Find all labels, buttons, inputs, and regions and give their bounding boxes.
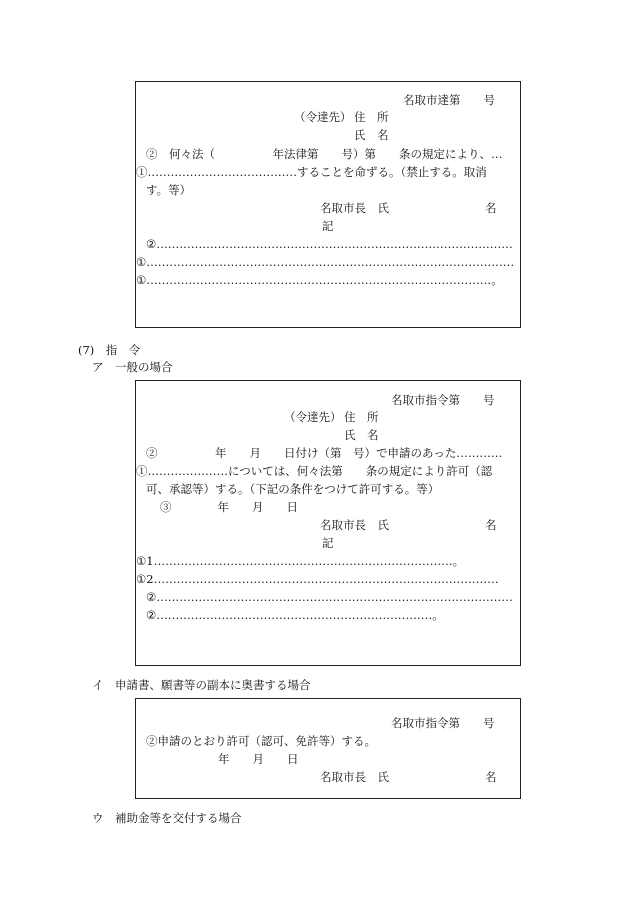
mayor-name-suffix: 名	[485, 201, 497, 215]
endorsement-body-line: ②申請のとおり許可（認可、免許等）する。	[146, 734, 376, 748]
directive-item-line-3: ②…………………………………………………………………………………	[146, 590, 513, 604]
order-item-line-c: ①………………………………………………………………………………。	[136, 273, 503, 287]
order-item-line-a: ②…………………………………………………………………………………	[146, 237, 513, 251]
ki-heading: 記	[322, 536, 334, 550]
directive-body-line-1: ② 年 月 日付け（第 号）で申請のあった…………	[146, 446, 503, 460]
endorsement-date-line: 年 月 日	[218, 752, 299, 766]
order-body-line-1: ② 何々法（ 年法律第 号）第 条の規定により、…	[146, 147, 503, 161]
directive-body-line-2: ①…………………については、何々法第 条の規定により許可（認	[136, 464, 493, 478]
mayor-name-suffix: 名	[485, 518, 497, 532]
name-label: 氏 名	[344, 428, 379, 442]
subsection-heading-c: ウ 補助金等を交付する場合	[92, 811, 242, 825]
address-label: 住 所	[354, 110, 389, 124]
subsection-heading-a: ア 一般の場合	[92, 360, 173, 374]
address-label: 住 所	[344, 410, 379, 424]
subsection-heading-b: イ 申請書、願書等の副本に奥書する場合	[92, 678, 311, 692]
section-heading: (7) 指 令	[78, 343, 141, 357]
directive-date-line: ③ 年 月 日	[160, 500, 298, 514]
addressee-label: （令達先）	[294, 110, 352, 124]
directive-item-line-4: ②………………………………………………………………。	[146, 608, 444, 622]
order-body-line-3: す。等）	[146, 183, 192, 197]
mayor-title: 名取市長 氏	[320, 201, 389, 215]
mayor-title: 名取市長 氏	[320, 770, 389, 784]
directive-number-line: 名取市指令第 号	[391, 393, 495, 407]
order-body-line-2: ①…………………………………することを命ずる。（禁止する。取消	[136, 165, 487, 179]
directive-item-line-1: ①1……………………………………………………………………。	[136, 554, 465, 568]
mayor-name-suffix: 名	[485, 770, 497, 784]
ki-heading: 記	[322, 219, 334, 233]
order-item-line-b: ①……………………………………………………………………………………	[136, 255, 515, 269]
endorsement-number-line: 名取市指令第 号	[391, 716, 495, 730]
addressee-label: （令達先）	[284, 410, 342, 424]
directive-body-line-3: 可、承認等）する。（下記の条件をつけて許可する。等）	[146, 482, 440, 496]
mayor-title: 名取市長 氏	[320, 518, 389, 532]
directive-item-line-2: ①2………………………………………………………………………………	[136, 572, 499, 586]
name-label: 氏 名	[354, 128, 389, 142]
order-number-line: 名取市達第 号	[403, 93, 495, 107]
